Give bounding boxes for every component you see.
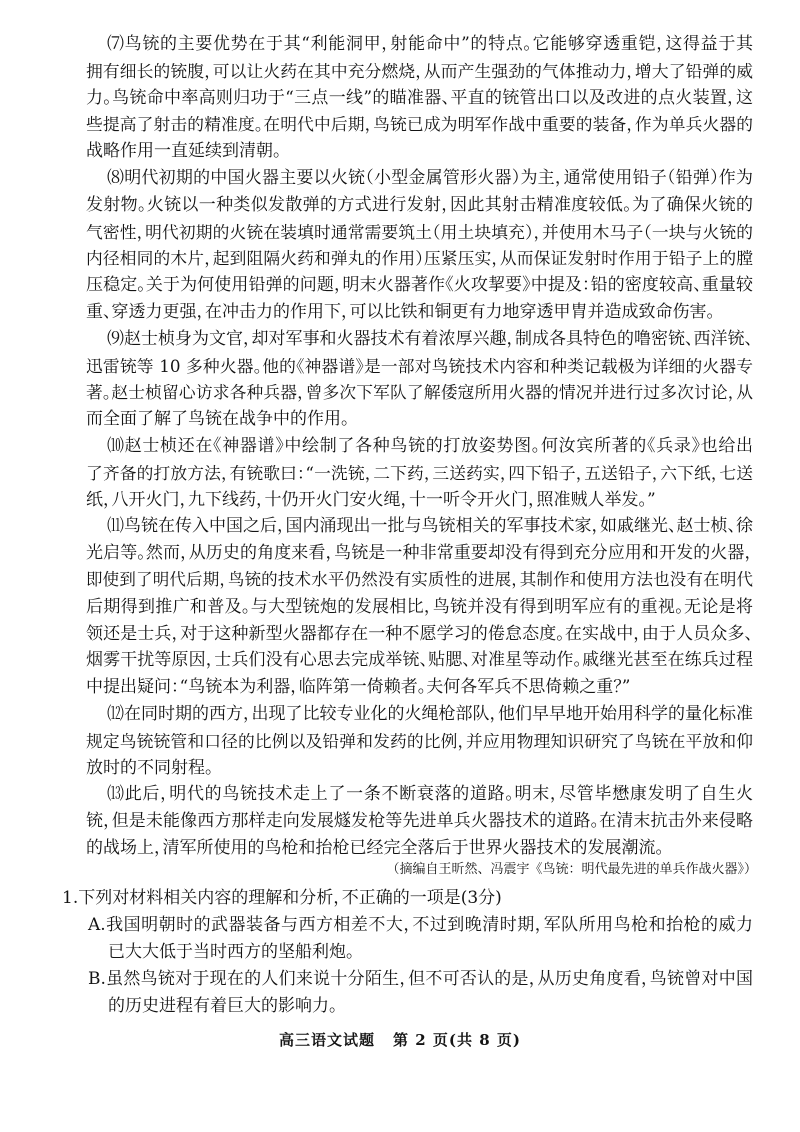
option-label: A. xyxy=(88,915,106,935)
paragraph-line xyxy=(86,781,753,808)
paragraph-line: 些提高了射击的精准度。在明代中后期，鸟铳已成为明军作战中重要的装备，作为单兵火器的 xyxy=(86,114,753,135)
option-text: 我国明朝时的武器装备与西方相差不大，不过到晚清时期，军队所用鸟枪和抬枪的威力 xyxy=(105,915,753,935)
paragraph-number: ⑿ xyxy=(107,703,124,724)
paragraph-line: 拥有细长的铳腹，可以让火药在其中充分燃烧，从而产生强劲的气体推动力，增大了铅弹的威 xyxy=(86,60,753,81)
paragraph-line: 发射物。火铳以一种类似发散弹的方式进行发射，因此其射击精准度较低。为了确保火铳的 xyxy=(86,194,753,215)
paragraph-line: 即使到了明代后期，鸟铳的技术水平仍然没有实质性的进展，其制作和使用方法也没有在明代 xyxy=(86,569,753,589)
paragraph-line: 中提出疑问：“鸟铳本为利器，临阵第一倚赖者。夫何各军兵不思倚赖之重？” xyxy=(86,677,631,698)
paragraph-line: 重、穿透力更强，在冲击力的作用下，可以比铁和铜更有力地穿透甲胄并造成致命伤害。 xyxy=(86,301,715,322)
paragraph-line: 领还是士兵，对于这种新型火器都存在一种不愿学习的倦怠态度。在实战中，由于人员众多、 xyxy=(86,623,753,644)
question-text: 下列对材料相关内容的理解和分析，不正确的一项是 xyxy=(78,888,461,908)
paragraph-number: ⒀ xyxy=(107,784,125,805)
line-text: 明代初期的中国火器主要以火铳（小型金属管形火器）为主，通常使用铅子（铅弹）作为 xyxy=(124,167,753,188)
paragraph-line xyxy=(86,165,753,192)
option-a xyxy=(0,912,800,966)
paragraph-number: ⑽ xyxy=(107,435,125,456)
paragraph-line: 压稳定。关于为何使用铅弹的问题，明末火器著作《火攻挈要》中提及：铅的密度较高、重量较 xyxy=(86,275,753,296)
paragraph-line: 后期得到推广和普及。与大型铳炮的发展相比，鸟铳并没有得到明军应有的重视。无论是将 xyxy=(86,596,753,617)
paragraph-line: 的战场上，清军所使用的鸟枪和抬枪已经完全落后于世界火器技术的发展潮流。 xyxy=(86,837,664,858)
page-footer xyxy=(0,1028,800,1052)
paragraph-line: 光启等。然而，从历史的角度来看，鸟铳是一种非常重要却没有得到充分应用和开发的火器， xyxy=(86,543,753,564)
option-line xyxy=(88,966,753,993)
paragraph-line: 气密性，明代初期的火铳在装填时通常需要筑土（用土块填充），并使用木马子（一块与火铳的 xyxy=(86,221,753,242)
paragraph-8 xyxy=(86,165,753,326)
line-text: 鸟铳在传入中国之后，国内涌现出一批与鸟铳相关的军事技术家，如戚继光、赵士桢、徐 xyxy=(124,516,753,537)
option-line xyxy=(88,912,753,939)
paragraph-line xyxy=(86,31,753,58)
paragraph-line xyxy=(86,513,753,540)
paragraph-line: 而全面了解了鸟铳在战争中的作用。 xyxy=(86,409,350,430)
paragraph-13 xyxy=(86,781,753,861)
line-text: 赵士桢还在《神器谱》中绘制了各种鸟铳的打放姿势图。何汝宾所著的《兵录》也给出 xyxy=(124,435,753,456)
paragraph-12 xyxy=(86,701,753,781)
question-stem xyxy=(62,885,800,912)
paragraph-line: 内径相同的木片，起到阻隔火药和弹丸的作用）压紧压实，从而保证发射时作用于铅子上的膛 xyxy=(86,248,753,269)
paragraph-line xyxy=(86,701,753,728)
paragraph-line: 放时的不同射程。 xyxy=(86,757,214,778)
paragraph-line: 纸，八开火门，九下线药，十仍开火门安火绳，十一听令开火门，照准贼人举发。” xyxy=(86,489,656,510)
question-score: (3分) xyxy=(460,888,502,908)
footer-page-number: 第 2 页(共 8 页) xyxy=(393,1031,521,1049)
paragraph-line: 烟雾干扰等原因，士兵们没有心思去完成举铳、贴腮、对准星等动作。戚继光甚至在练兵过程 xyxy=(86,650,753,671)
question-1 xyxy=(0,885,800,1020)
paragraph-line: 迅雷铳等 10 多种火器。他的《神器谱》是一部对鸟铳技术内容和种类记载极为详细的火器专 xyxy=(86,355,753,376)
paragraph-11 xyxy=(86,513,753,701)
paragraph-line: 战略作用一直延续到清朝。 xyxy=(86,141,282,162)
paragraph-7 xyxy=(86,31,753,165)
paragraph-line: 著。赵士桢留心访求各种兵器，曾多次下军队了解倭寇所用火器的情况并进行过多次讨论，从 xyxy=(86,382,753,403)
question-number: 1. xyxy=(62,888,79,908)
paragraph-number: ⑺ xyxy=(107,34,125,54)
option-line: 的历史进程有着巨大的影响力。 xyxy=(108,996,338,1016)
option-text: 虽然鸟铳对于现在的人们来说十分陌生，但不可否认的是，从历史角度看，鸟铳曾对中国 xyxy=(105,969,753,989)
paragraph-line xyxy=(86,326,753,353)
paragraph-10 xyxy=(86,433,753,513)
source-citation: （摘编自王昕然、冯震宇《鸟铳：明代最先进的单兵作战火器》） xyxy=(386,862,757,877)
option-line: 已大大低于当时西方的坚船利炮。 xyxy=(108,942,355,962)
paragraph-line: 了齐备的打放方法，有铳歌曰：“一洗铳，二下药，三送药实，四下铅子，五送铅子，六下纸，七送 xyxy=(86,462,753,483)
option-b xyxy=(0,966,800,1020)
line-text: 赵士桢身为文官，却对军事和火器技术有着浓厚兴趣，制成各具特色的噜密铳、西洋铳、 xyxy=(124,328,753,349)
paragraph-number: ⑼ xyxy=(107,328,124,349)
paragraph-line: 铳，但是未能像西方那样走向发展燧发枪等先进单兵火器技术的道路。在清末抗击外来侵略 xyxy=(86,811,753,832)
line-text: 鸟铳的主要优势在于其“利能洞甲，射能命中”的特点。它能够穿透重铠，这得益于其 xyxy=(124,34,754,54)
paragraph-number: ⑾ xyxy=(107,516,124,537)
footer-subject: 高三语文试题 xyxy=(279,1031,376,1049)
reading-passage xyxy=(86,31,753,862)
paragraph-line: 规定鸟铳铳管和口径的比例以及铅弹和发药的比例，并应用物理知识研究了鸟铳在平放和仰 xyxy=(86,730,753,751)
paragraph-9 xyxy=(86,326,753,433)
line-text: 此后，明代的鸟铳技术走上了一条不断衰落的道路。明末，尽管毕懋康发明了自生火 xyxy=(124,784,754,805)
option-label: B. xyxy=(88,969,106,989)
paragraph-number: ⑻ xyxy=(107,167,125,188)
line-text: 在同时期的西方，出现了比较专业化的火绳枪部队，他们早早地开始用科学的量化标准 xyxy=(124,703,753,724)
paragraph-line: 力。鸟铳命中率高则归功于“三点一线”的瞄准器、平直的铳管出口以及改进的点火装置，这 xyxy=(86,87,753,108)
paragraph-line xyxy=(86,433,753,460)
